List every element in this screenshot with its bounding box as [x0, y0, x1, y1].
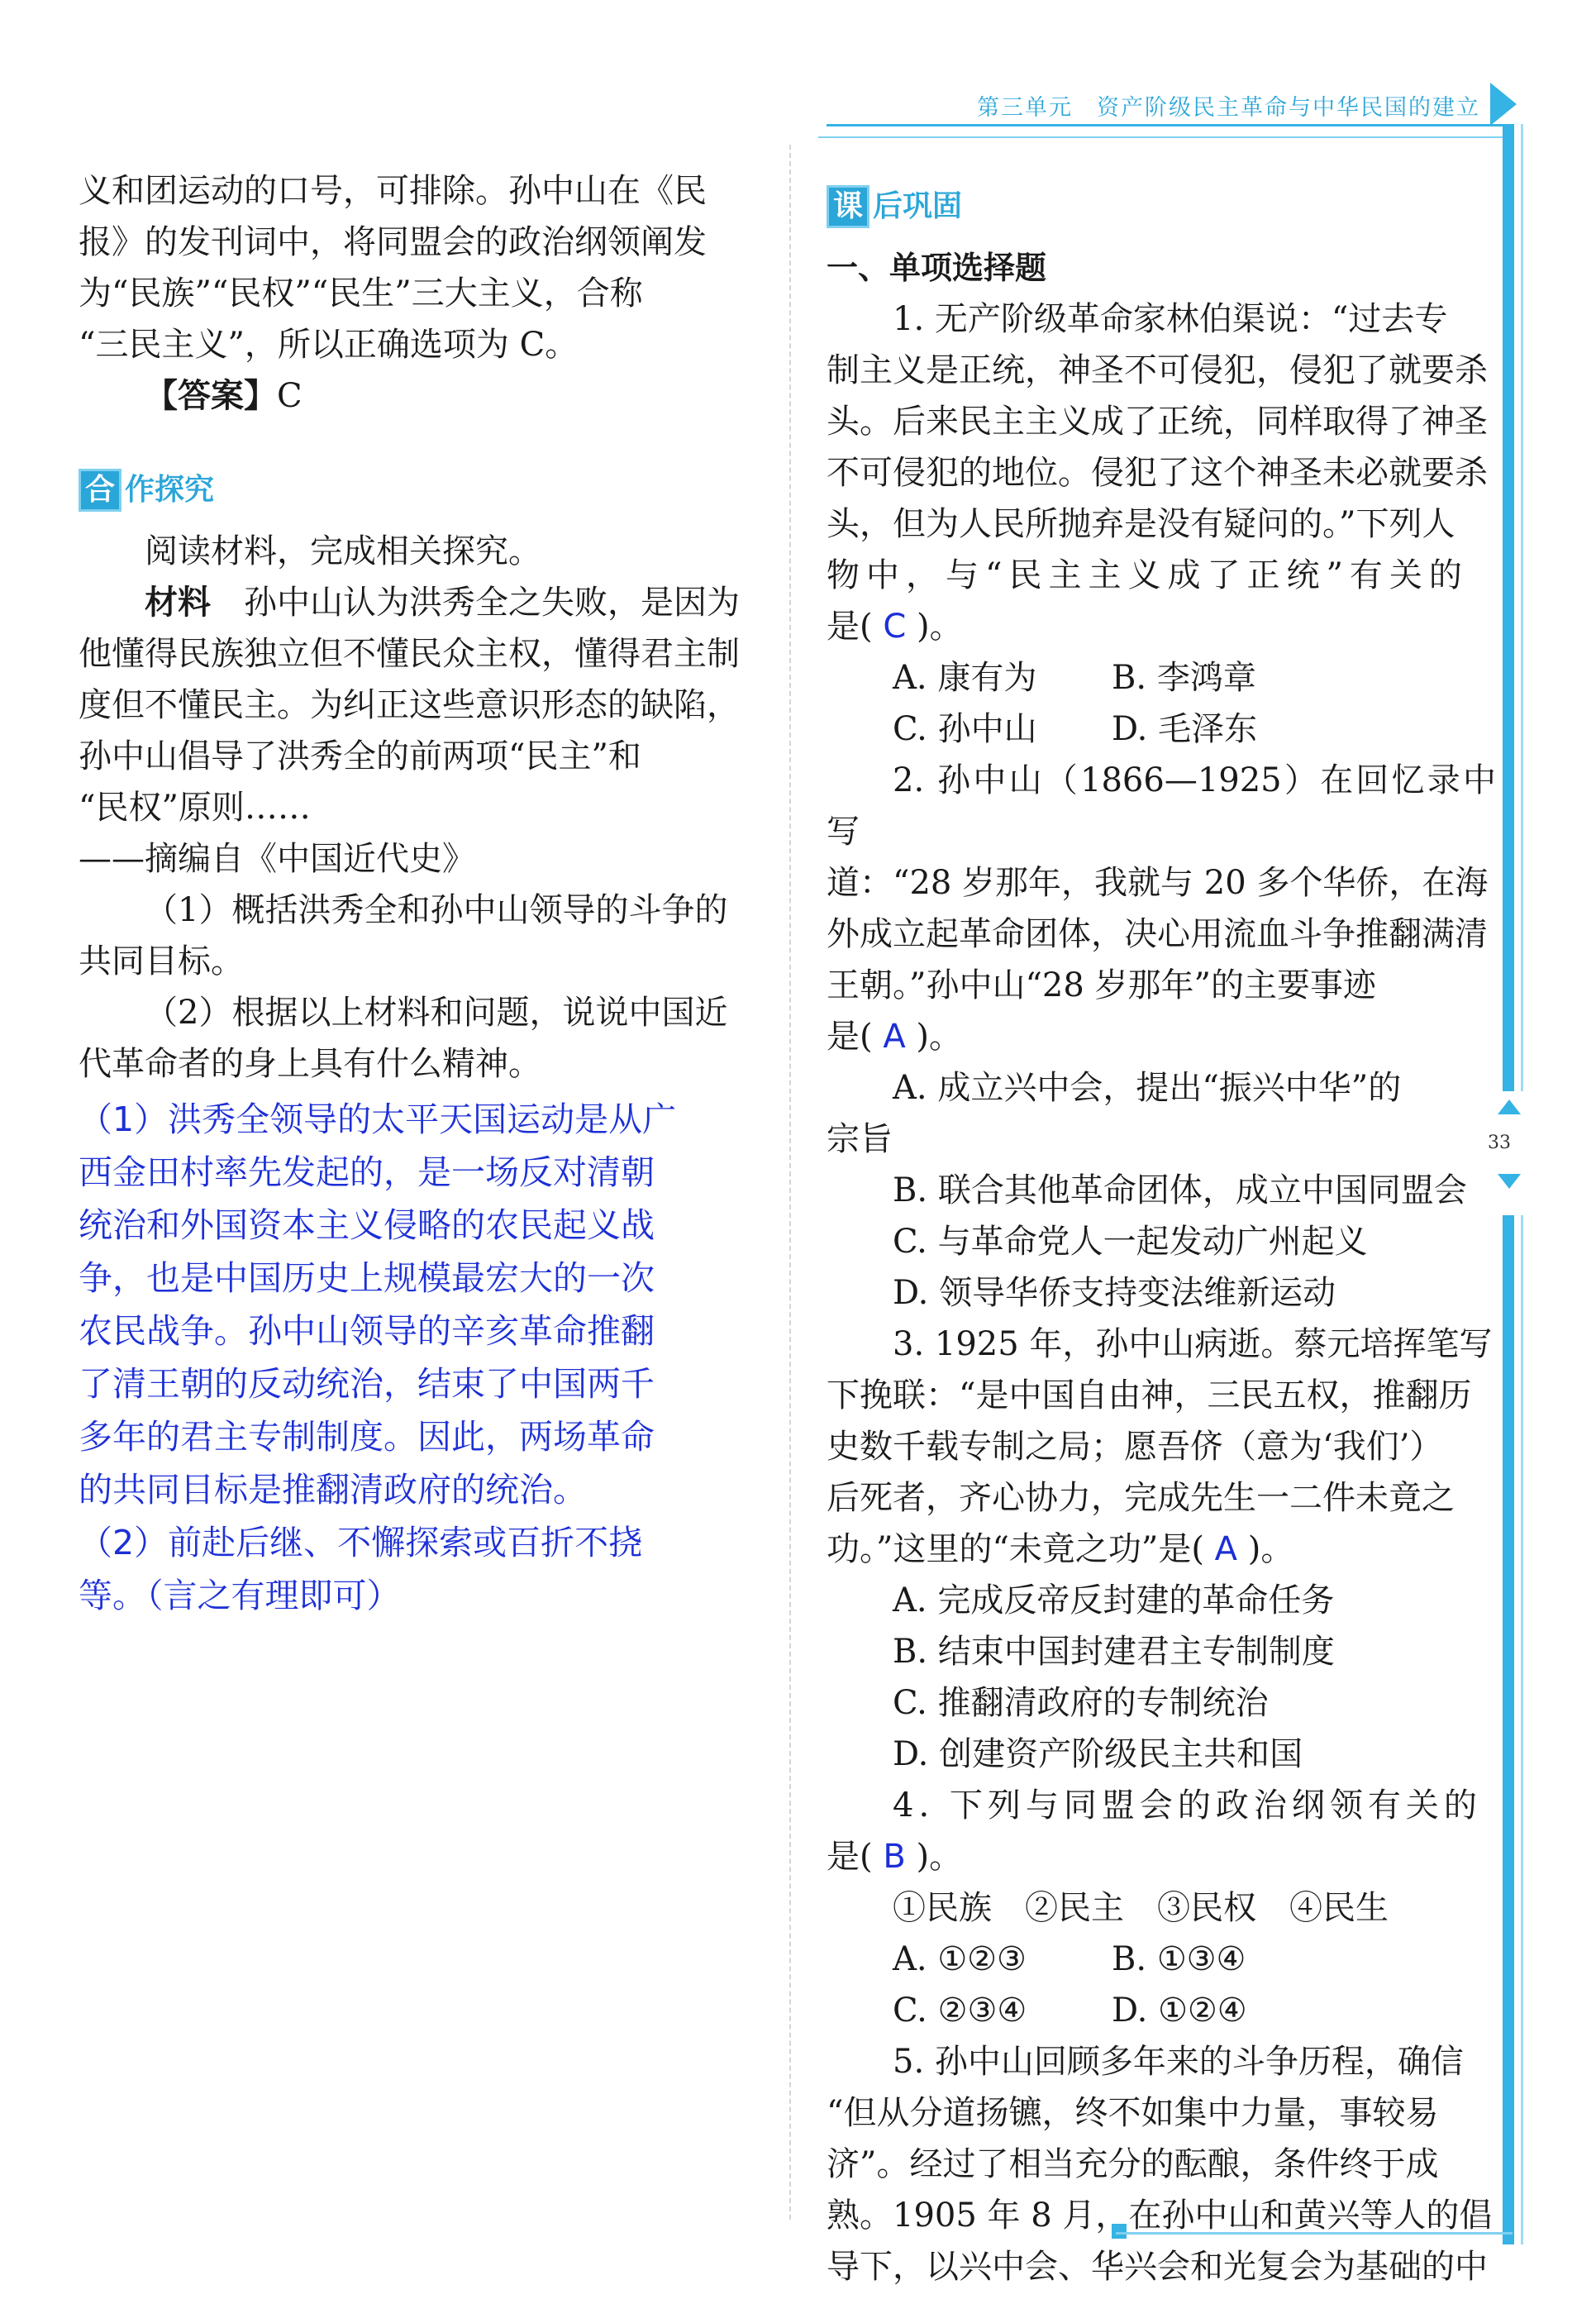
- q1-line: 头。后来民主主义成了正统，同样取得了神圣: [827, 403, 1488, 441]
- q4-items: ①民族 ②民主 ③民权 ④民生: [893, 1889, 1389, 1927]
- q5-line: 导下，以兴中会、华兴会和光复会为基础的中: [827, 2248, 1488, 2286]
- q1-line: 物中，与“民主主义成了正统”有关的: [827, 556, 1469, 594]
- answer-line: [79, 370, 756, 422]
- q4-answer: B: [883, 1838, 906, 1876]
- material-line: [79, 577, 756, 628]
- section-header-review: [827, 178, 1496, 236]
- q2-line: 道：“28 岁那年，我就与 20 多个华侨，在海: [827, 864, 1489, 902]
- q2-post: )。: [916, 1018, 963, 1056]
- q3-option: A. 完成反帝反封建的革命任务: [893, 1581, 1335, 1619]
- right-column: [827, 178, 1496, 2292]
- q1-line: 制主义是正统，神圣不可侵犯，侵犯了就要杀: [827, 351, 1488, 389]
- material-line: 度但不懂民主。为纠正这些意识形态的缺陷，: [79, 686, 740, 724]
- material-line: 孙中山倡导了洪秀全的前两项“民主”和: [79, 737, 641, 775]
- material-source: ——摘编自《中国近代史》: [79, 840, 475, 878]
- q2-answer-line: [827, 1011, 1496, 1062]
- q2-option: C. 与革命党人一起发动广州起义: [893, 1223, 1368, 1261]
- answer-label: 【答案】: [145, 377, 277, 415]
- q2-line: 外成立起革命团体，决心用流血斗争推翻满清: [827, 915, 1488, 953]
- q5-line: “但从分道扬镳，终不如集中力量，事较易: [827, 2094, 1439, 2132]
- section-header-cooperate: [79, 461, 756, 519]
- q1-post: )。: [916, 608, 963, 646]
- q4-options-row: [827, 1934, 1496, 1985]
- intro-line: 义和团运动的口号，可排除。孙中山在《民: [79, 172, 707, 210]
- q3-line: 后死者，齐心协力，完成先生一二件未竟之: [827, 1479, 1455, 1517]
- q1-options-row: [827, 652, 1496, 704]
- material-line: 他懂得民族独立但不懂民众主权，懂得君主制: [79, 635, 740, 673]
- q1-option: A. 康有为: [893, 659, 1037, 697]
- side-bar-bottom: [1503, 1215, 1514, 2244]
- unit-header: 第三单元 资产阶级民主革命与中华民国的建立: [977, 95, 1480, 121]
- q3-option: B. 结束中国封建君主专制制度: [893, 1633, 1335, 1671]
- q1-answer: C: [883, 608, 907, 646]
- q1-option: C. 孙中山: [893, 710, 1037, 748]
- q4-pre: 是(: [827, 1838, 873, 1876]
- q1-option: D. 毛泽东: [1112, 710, 1258, 748]
- q4-option: B. ①③④: [1112, 1940, 1246, 1978]
- q5-line: 5. 孙中山回顾多年来的斗争历程，确信: [893, 2043, 1464, 2081]
- intro-line: 报》的发刊词中，将同盟会的政治纲领阐发: [79, 223, 707, 261]
- material-label: 材料: [145, 584, 211, 622]
- q4-post: )。: [916, 1838, 963, 1876]
- answer-line: 等。（言之有理即可）: [79, 1576, 401, 1615]
- q5-line: 济”。经过了相当充分的酝酿，条件终于成: [827, 2145, 1439, 2183]
- q3-option: D. 创建资产阶级民主共和国: [893, 1735, 1303, 1773]
- side-bar-thin-top: [1521, 124, 1523, 1091]
- q3-pre: 功。”这里的“未竟之功”是(: [827, 1530, 1204, 1568]
- q3-line: 史数千载专制之局；愿吾侪（意为‘我们’）: [827, 1428, 1443, 1466]
- page-number: 33: [1488, 1133, 1511, 1153]
- q2-line: 王朝。”孙中山“28 岁那年”的主要事迹: [827, 966, 1376, 1004]
- q3-line: 3. 1925 年，孙中山病逝。蔡元培挥笔写: [893, 1325, 1493, 1363]
- column-divider: [789, 145, 791, 2220]
- header-arrow-icon: [1490, 83, 1517, 126]
- q1-line: 头，但为人民所抛弃是没有疑问的。”下列人: [827, 505, 1455, 543]
- material-text: 孙中山认为洪秀全之失败，是因为: [244, 584, 740, 622]
- q3-option: C. 推翻清政府的专制统治: [893, 1684, 1269, 1722]
- section-title: 后巩固: [873, 189, 963, 223]
- q1-options-row: [827, 704, 1496, 755]
- instruction: 阅读材料，完成相关探究。: [145, 532, 541, 570]
- q5-line: 熟。1905 年 8 月，在孙中山和黄兴等人的倡: [827, 2197, 1493, 2235]
- answer-line: （2）前赴后继、不懈探索或百折不挠: [79, 1523, 643, 1562]
- q1-option: B. 李鸿章: [1112, 659, 1256, 697]
- answer-line: 争，也是中国历史上规模最宏大的一次: [79, 1258, 655, 1298]
- answer-line: 多年的君主专制制度。因此，两场革命: [79, 1417, 655, 1457]
- question-line: （2）根据以上材料和问题，说说中国近: [145, 994, 728, 1032]
- answer-line: 统治和外国资本主义侵略的农民起义战: [79, 1205, 655, 1245]
- q2-line: 2. 孙中山（1866—1925）在回忆录中写: [827, 761, 1496, 851]
- q2-option: B. 联合其他革命团体，成立中国同盟会: [893, 1171, 1467, 1209]
- section-badge: 课: [827, 185, 869, 228]
- handwritten-answer: [79, 1093, 756, 1622]
- section-badge: 合: [79, 469, 121, 512]
- question-line: （1）概括洪秀全和孙中山领导的斗争的: [145, 891, 728, 929]
- q2-option: D. 领导华侨支持变法维新运动: [893, 1274, 1336, 1312]
- q4-option: D. ①②④: [1112, 1991, 1247, 2030]
- q3-post: )。: [1247, 1530, 1294, 1568]
- q1-pre: 是(: [827, 608, 873, 646]
- answer-line: （1）洪秀全领导的太平天国运动是从广: [79, 1099, 677, 1139]
- q4-option: C. ②③④: [893, 1991, 1027, 2030]
- q3-answer: A: [1214, 1530, 1238, 1568]
- q4-option: A. ①②③: [893, 1940, 1027, 1978]
- section-title: 作探究: [125, 473, 215, 507]
- intro-line: 为“民族”“民权”“民生”三大主义，合称: [79, 274, 643, 312]
- chevron-up-icon: [1498, 1099, 1521, 1114]
- chevron-down-icon: [1498, 1174, 1521, 1189]
- q4-answer-line: [827, 1831, 1496, 1882]
- question-line: 代革命者的身上具有什么精神。: [79, 1045, 541, 1083]
- q1-line: 不可侵犯的地位。侵犯了这个神圣未必就要杀: [827, 454, 1488, 492]
- answer-line: 的共同目标是推翻清政府的统治。: [79, 1470, 587, 1510]
- q1-answer-line: [827, 601, 1496, 652]
- left-column: [79, 165, 756, 1622]
- side-bar-thin-bottom: [1521, 1215, 1523, 2244]
- question-line: 共同目标。: [79, 942, 244, 980]
- q3-answer-line: [827, 1524, 1496, 1575]
- q2-pre: 是(: [827, 1018, 873, 1056]
- answer-value: C: [277, 377, 303, 415]
- material-line: “民权”原则……: [79, 789, 311, 827]
- q2-option-cont: 宗旨: [827, 1120, 893, 1158]
- exercise-heading: 一、单项选择题: [827, 250, 1047, 286]
- header-rule-thin: [818, 136, 1506, 138]
- q3-line: 下挽联：“是中国自由神，三民五权，推翻历: [827, 1376, 1472, 1414]
- side-bar-top: [1503, 124, 1514, 1091]
- q1-line: 1. 无产阶级革命家林伯渠说：“过去专: [893, 300, 1448, 338]
- intro-line: “三民主义”，所以正确选项为 C。: [79, 326, 579, 364]
- header-rule: [827, 124, 1506, 126]
- answer-line: 农民战争。孙中山领导的辛亥革命推翻: [79, 1311, 655, 1351]
- answer-line: 了清王朝的反动统治，结束了中国两千: [79, 1364, 655, 1404]
- q4-line: 4. 下列与同盟会的政治纲领有关的: [893, 1786, 1482, 1825]
- answer-line: 西金田村率先发起的，是一场反对清朝: [79, 1152, 655, 1192]
- q2-option: A. 成立兴中会，提出“振兴中华”的: [893, 1069, 1402, 1107]
- q4-options-row: [827, 1985, 1496, 2036]
- q2-answer: A: [883, 1018, 906, 1056]
